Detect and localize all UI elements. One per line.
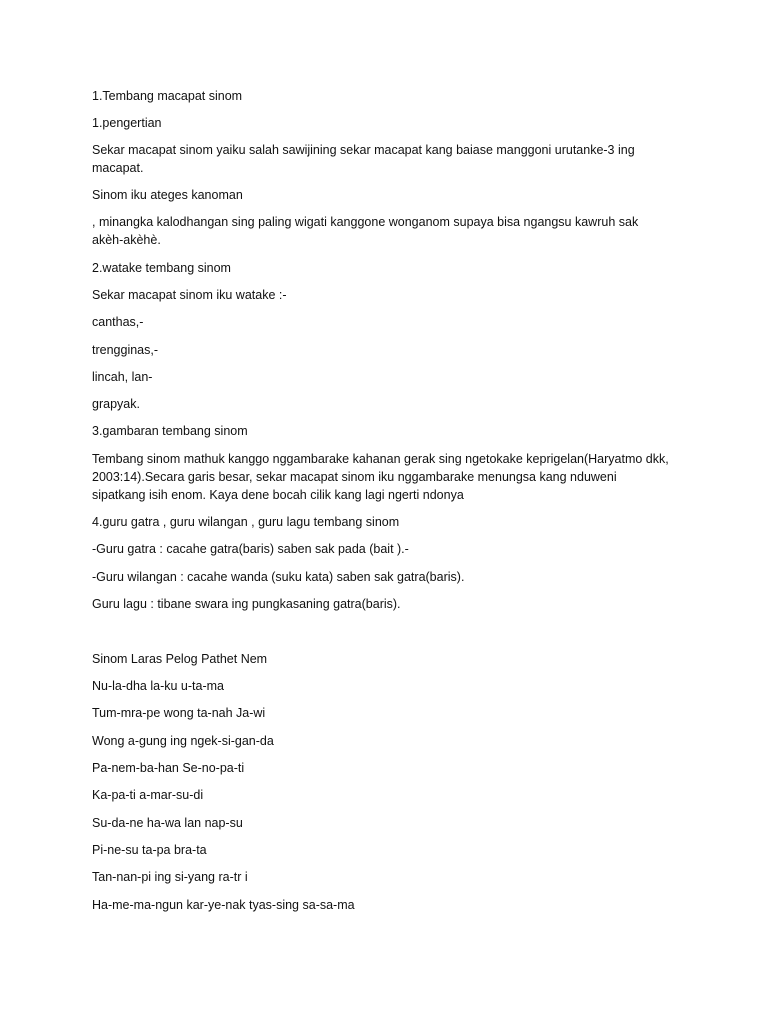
guru-item: -Guru wilangan : cacahe wanda (suku kata) saben sak gatra(baris).	[92, 570, 465, 584]
lyric-line: Tum-mra-pe wong ta-nah Ja-wi	[92, 706, 266, 720]
section-1-title: 1.pengertian	[92, 116, 162, 130]
watak-item: trengginas,-	[92, 343, 159, 357]
lyric-line: Tan-nan-pi ing si-yang ra-tr i	[92, 870, 248, 884]
section-4-title: 4.guru gatra , guru wilangan , guru lagu tembang sinom	[92, 515, 400, 529]
lyric-line: Su-da-ne ha-wa lan nap-su	[92, 816, 243, 830]
section-2-title: 2.watake tembang sinom	[92, 261, 231, 275]
guru-item: -Guru gatra : cacahe gatra(baris) saben sak pada (bait ).-	[92, 542, 409, 556]
watak-item: canthas,-	[92, 315, 144, 329]
guru-item: Guru lagu : tibane swara ing pungkasaning gatra(baris).	[92, 597, 401, 611]
lyric-line: Ka-pa-ti a-mar-su-di	[92, 788, 204, 802]
lyric-line: Pi-ne-su ta-pa bra-ta	[92, 843, 207, 857]
section-3-paragraph: Tembang sinom mathuk kanggo nggambarake kahanan gerak sing ngetokake keprigelan(Haryatmo dkk, 2003:14).Secara garis besar, sekar macapat sinom iku nggambarake menungsa kang nduweni sipatkang isih enom. Kaya dene bocah cilik kang lagi ngerti ndonya	[92, 452, 669, 502]
section-1-paragraph-1: Sekar macapat sinom yaiku salah sawijining sekar macapat kang baiase manggoni urutanke-3 ing macapat.	[92, 143, 635, 175]
lyric-line: Ha-me-ma-ngun kar-ye-nak tyas-sing sa-sa-ma	[92, 898, 355, 912]
song-title: Sinom Laras Pelog Pathet Nem	[92, 652, 268, 666]
section-2-intro: Sekar macapat sinom iku watake :-	[92, 288, 287, 302]
document-heading: 1.Tembang macapat sinom	[92, 89, 243, 103]
section-1-paragraph-3: , minangka kalodhangan sing paling wigati kanggone wonganom supaya bisa ngangsu kawruh sak akèh-akèhè.	[92, 215, 639, 247]
watak-item: grapyak.	[92, 397, 140, 411]
watak-item: lincah, lan-	[92, 370, 153, 384]
lyric-line: Pa-nem-ba-han Se-no-pa-ti	[92, 761, 245, 775]
section-1-paragraph-2: Sinom iku ateges kanoman	[92, 188, 243, 202]
lyric-line: Nu-la-dha la-ku u-ta-ma	[92, 679, 224, 693]
section-3-title: 3.gambaran tembang sinom	[92, 424, 248, 438]
lyric-line: Wong a-gung ing ngek-si-gan-da	[92, 734, 274, 748]
